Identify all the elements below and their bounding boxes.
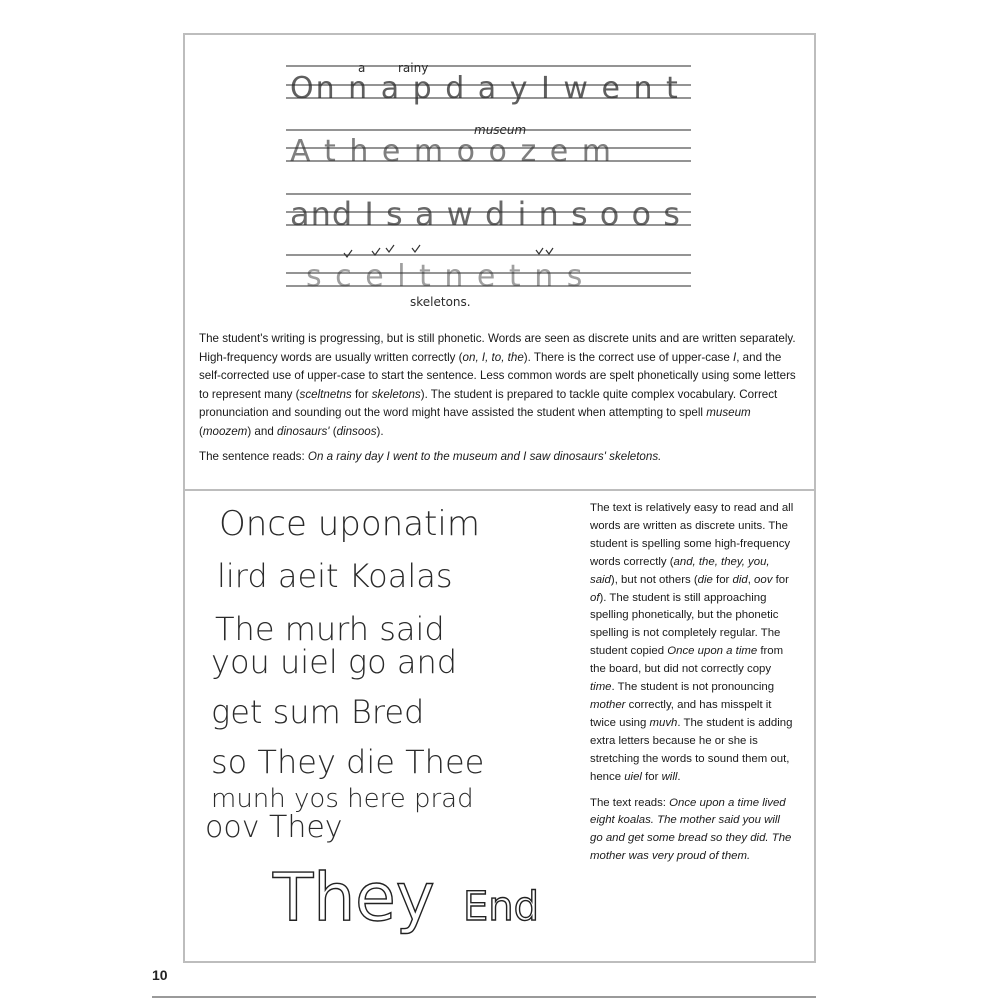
- handwriting-line-2: A t h e m o o z e m: [290, 134, 613, 169]
- caption-top-paragraph-1: The student's writing is progressing, but is still phonetic. Words are seen as discrete units and are written separately. High-frequency words are usually written correctly (on, I, to, the). There is the correct use of upper-case I, and the self-corrected use of upper-case to start the sentence. Less common words are spelt phonetically using some letters to represent many (sceltnetns for skeletons). The student is prepared to tackle quite complex vocabulary. Correct pronunciation and sounding out the word might have assisted the student when attempting to spell museum (moozem) and dinosaurs' (dinsoos).: [199, 332, 796, 438]
- correction-rainy: rainy: [398, 61, 429, 75]
- handwriting-line-5: get sum Bred: [211, 693, 425, 731]
- handwriting-line-3: The murh said: [215, 610, 445, 648]
- handwriting-sample-bottom: [195, 495, 575, 955]
- caption-top-paragraph-2: The sentence reads: On a rainy day I went to the museum and I saw dinosaurs' skeletons.: [199, 449, 662, 463]
- handwriting-line-4: s c e l t n e t n s: [306, 259, 585, 294]
- handwriting-line-4: you uiel go and: [211, 643, 458, 681]
- handwriting-line-2: lird aeit Koalas: [217, 557, 453, 595]
- handwriting-line-3: and I s a w d i n s o o s: [290, 195, 681, 233]
- caption-side: [590, 500, 795, 874]
- handwriting-sample-top: [286, 48, 696, 308]
- footer-rule: [152, 996, 816, 998]
- section-divider: [183, 489, 816, 491]
- handwriting-line-6: so They die Thee: [211, 743, 485, 781]
- correction-skeletons: skeletons.: [410, 295, 471, 308]
- caption-top: [199, 330, 799, 472]
- correction-museum: museum: [474, 123, 527, 137]
- handwriting-end-they: They: [273, 859, 435, 936]
- caption-side-paragraph-1: The text is relatively easy to read and all words are written as discrete units. The student is spelling some high-frequency words correctly (and, the, they, you, said), but not others (die for did, oov for of). The student is still approaching spelling phonetically, but the phonetic spelling is not completely regular. The student copied Once upon a time from the board, but did not correctly copy time. The student is not pronouncing mother correctly, and has misspelt it twice using muvh. The student is adding extra letters because he or she is stretching the words to sound them out, hence uiel for will.: [590, 502, 794, 783]
- handwriting-end-end: End: [463, 884, 540, 930]
- caption-side-paragraph-2: The text reads: Once upon a time lived eight koalas. The mother said you will go and get some bread so they did. The mother was very proud of them.: [590, 796, 792, 863]
- correction-a: a: [358, 61, 366, 75]
- handwriting-line-1: Once uponatim: [219, 504, 480, 544]
- handwriting-line-8: oov They: [205, 810, 343, 845]
- handwriting-line-7: munh yos here prad: [211, 784, 474, 814]
- page-number: 10: [152, 967, 168, 983]
- handwriting-line-1: On n a p d a y I w e n t: [290, 71, 680, 106]
